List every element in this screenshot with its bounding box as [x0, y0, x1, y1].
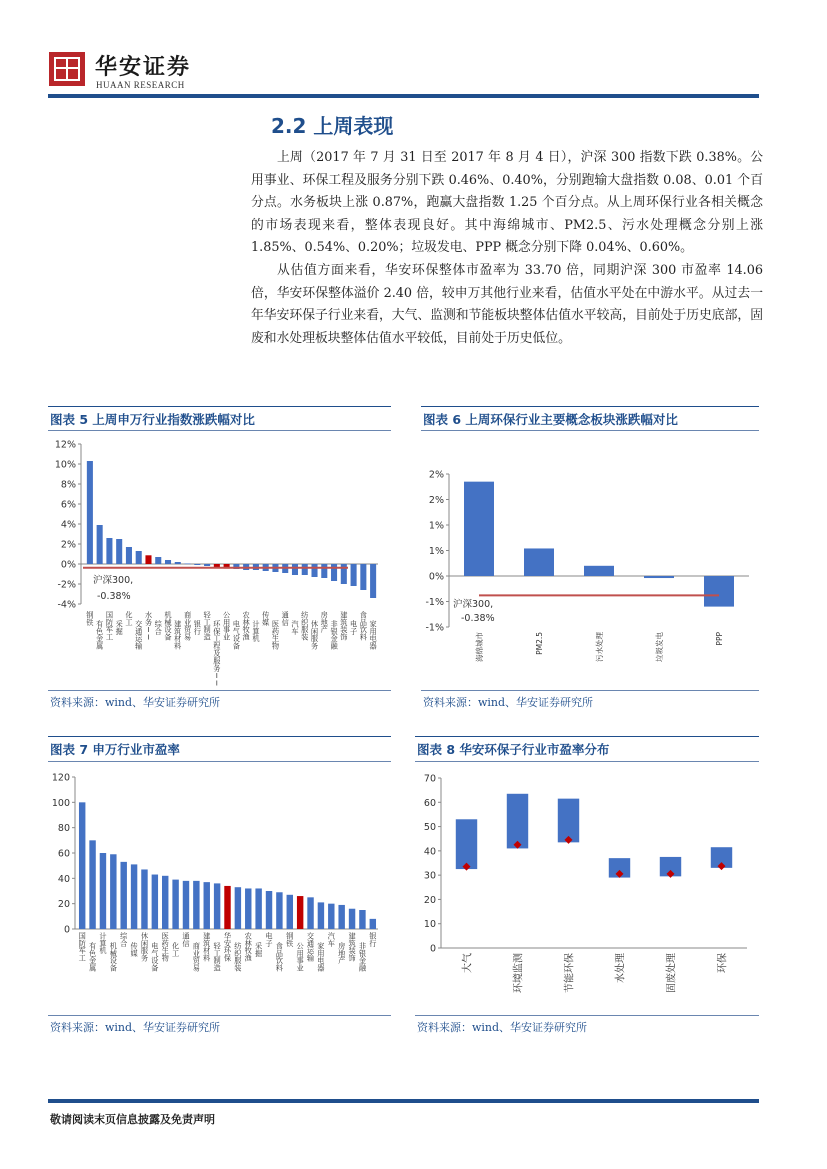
x-tick-label: 钢铁 — [86, 610, 94, 627]
x-tick-label: 房地产 — [320, 610, 328, 635]
x-tick-label: 非银金融 — [358, 941, 367, 973]
x-tick-label: 医药生物 — [271, 619, 280, 651]
range-bar — [558, 799, 579, 843]
y-tick-label: 20 — [423, 894, 436, 906]
y-tick-label: 2% — [60, 539, 76, 551]
y-tick-label: 80 — [57, 823, 70, 835]
y-tick-label: -4% — [57, 599, 76, 611]
x-tick-label: 大气 — [462, 953, 474, 973]
x-tick-label: 垃圾发电 — [655, 632, 664, 662]
benchmark-label: 沪深300, — [453, 599, 494, 610]
x-tick-label: 化工 — [125, 610, 133, 627]
x-tick-label: 农林牧渔 — [244, 931, 252, 963]
bar — [224, 886, 230, 929]
bar — [370, 919, 376, 929]
bar — [287, 895, 293, 929]
x-tick-label: 电子 — [265, 931, 273, 948]
x-tick-label: 固废处理 — [666, 953, 678, 993]
x-tick-label: 电气设备 — [232, 619, 240, 651]
benchmark-value: -0.38% — [97, 591, 131, 602]
bar — [194, 564, 200, 565]
bar — [318, 902, 324, 929]
x-tick-label: 国防军工 — [78, 931, 86, 963]
y-tick-label: 8% — [60, 479, 76, 491]
y-tick-label: 50 — [423, 822, 436, 834]
x-tick-label: 建筑材料 — [203, 931, 211, 963]
figure-5-source: 资料来源：wind、华安证券研究所 — [50, 696, 221, 709]
bar — [136, 551, 142, 564]
y-tick-label: 0 — [63, 924, 70, 936]
x-tick-label: PPP — [715, 632, 724, 646]
y-tick-label: 1% — [428, 520, 444, 532]
x-tick-label: PM2.5 — [535, 632, 544, 655]
x-tick-label: 采掘 — [115, 619, 123, 636]
y-tick-label: 100 — [51, 797, 70, 809]
bar — [141, 869, 147, 929]
bar — [120, 862, 126, 929]
x-tick-label: 通信 — [182, 931, 190, 948]
bar — [360, 564, 366, 590]
x-tick-label: 农林牧渔 — [242, 610, 250, 642]
bar — [297, 896, 303, 929]
bar — [97, 525, 103, 564]
footer-disclaimer: 敬请阅读末页信息披露及免责声明 — [50, 1113, 215, 1126]
x-tick-label: 环境监测 — [513, 953, 525, 993]
bar — [131, 864, 137, 929]
bar — [175, 562, 181, 564]
bar — [214, 883, 220, 929]
x-tick-label: 综合 — [154, 619, 162, 636]
y-tick-label: 70 — [423, 773, 436, 785]
x-tick-label: 休闲服务 — [140, 931, 149, 963]
figure-title-rule — [421, 430, 759, 431]
bar — [185, 564, 191, 565]
bar — [276, 892, 282, 929]
bar — [338, 905, 344, 929]
figure-source-rule — [48, 1015, 391, 1016]
bar — [235, 887, 241, 929]
bar — [193, 881, 199, 929]
figure-5-chart — [48, 432, 393, 687]
x-tick-label: 机械设备 — [164, 610, 172, 642]
x-tick-label: 传媒 — [130, 941, 138, 958]
x-tick-label: 轻工制造 — [213, 941, 221, 973]
x-tick-label: 水处理 — [615, 953, 627, 983]
x-tick-label: 家用电器 — [317, 941, 325, 973]
x-tick-label: 计算机 — [99, 931, 107, 956]
y-tick-label: 1% — [428, 546, 444, 557]
figure-8-source: 资料来源：wind、华安证券研究所 — [417, 1021, 588, 1034]
x-tick-label: 有色金属 — [88, 941, 97, 973]
x-tick-label: 通信 — [281, 610, 289, 627]
y-tick-label: 120 — [51, 772, 70, 784]
bar — [116, 539, 122, 564]
x-tick-label: 电子 — [349, 619, 358, 636]
x-tick-label: 污水处理 — [595, 632, 604, 662]
bar — [307, 897, 313, 929]
bar — [245, 888, 251, 929]
x-tick-label: 商业贸易 — [192, 941, 200, 973]
figure-5-title: 图表 5 上周申万行业指数涨跌幅对比 — [50, 412, 255, 427]
range-bar — [456, 819, 477, 869]
x-tick-label: 医药生物 — [161, 931, 169, 963]
y-tick-label: 4% — [60, 519, 76, 531]
footer-divider — [48, 1099, 759, 1103]
bar — [204, 882, 210, 929]
figure-6-source: 资料来源：wind、华安证券研究所 — [423, 696, 594, 709]
bar — [464, 482, 494, 576]
x-tick-label: 水务 I I — [144, 610, 153, 642]
benchmark-label: 沪深300, — [93, 575, 134, 586]
y-tick-label: -1% — [425, 597, 444, 608]
x-tick-label: 建筑装饰 — [348, 931, 356, 963]
figure-title-rule — [415, 736, 759, 737]
y-tick-label: -2% — [57, 579, 76, 591]
x-tick-label: 综合 — [120, 931, 128, 948]
bar — [359, 910, 365, 929]
bar — [328, 904, 334, 929]
y-tick-label: 0 — [429, 943, 436, 955]
bar — [266, 891, 272, 929]
x-tick-label: 采掘 — [255, 941, 263, 958]
benchmark-value: -0.38% — [461, 613, 495, 624]
bar — [165, 560, 171, 564]
header-divider — [48, 94, 759, 98]
figure-title-rule — [48, 761, 391, 762]
x-tick-label: 休闲服务 — [310, 619, 319, 651]
y-tick-label: 6% — [60, 499, 76, 511]
x-tick-label: 食品饮料 — [359, 610, 367, 642]
figure-8-chart — [415, 763, 761, 1011]
y-tick-label: 30 — [423, 870, 436, 882]
bar — [145, 555, 151, 564]
x-tick-label: 建筑装饰 — [340, 610, 348, 642]
x-tick-label: 华安环保 — [223, 931, 232, 963]
x-tick-label: 电气设备 — [151, 941, 159, 973]
y-tick-label: 60 — [423, 797, 436, 809]
x-tick-label: 环保 — [717, 953, 729, 973]
brand-name-en: HUAAN RESEARCH — [96, 80, 185, 90]
x-tick-label: 纺织服装 — [234, 941, 242, 973]
body-text — [251, 147, 763, 350]
x-tick-label: 国防军工 — [105, 610, 114, 642]
bar — [255, 888, 261, 929]
y-tick-label: 10 — [423, 919, 436, 931]
bar — [204, 564, 210, 566]
x-tick-label: 有色金属 — [96, 619, 104, 651]
bar — [172, 880, 178, 929]
x-tick-label: 节能环保 — [564, 953, 576, 993]
x-tick-label: 非银金融 — [330, 619, 338, 651]
bar — [152, 875, 158, 929]
bar — [349, 909, 355, 929]
bar — [370, 564, 376, 598]
y-tick-label: 40 — [57, 873, 70, 885]
x-tick-label: 机械设备 — [109, 941, 117, 973]
figure-source-rule — [421, 690, 759, 691]
figure-title-rule — [415, 761, 759, 762]
figure-7-chart — [48, 763, 393, 1011]
x-tick-label: 海绵城市 — [475, 632, 484, 662]
x-tick-label: 纺织服装 — [301, 610, 309, 642]
y-tick-label: 0% — [428, 571, 444, 583]
bar — [126, 547, 132, 564]
x-tick-label: 汽车 — [291, 619, 299, 636]
x-tick-label: 化工 — [172, 941, 180, 958]
bar — [311, 564, 317, 577]
bar — [351, 564, 357, 586]
figure-title-rule — [421, 406, 759, 407]
brand-name-cn: 华安证券 — [95, 54, 192, 80]
figure-7-source: 资料来源：wind、华安证券研究所 — [50, 1021, 221, 1034]
bar — [331, 564, 337, 581]
x-tick-label: 环保工程及服务 I I — [213, 619, 221, 687]
x-tick-label: 汽车 — [327, 931, 335, 948]
x-tick-label: 交通运输 — [135, 619, 143, 651]
y-tick-label: 12% — [54, 439, 76, 451]
figure-title-rule — [48, 430, 391, 431]
figure-source-rule — [48, 690, 391, 691]
y-tick-label: 20 — [57, 899, 70, 911]
x-tick-label: 建筑材料 — [174, 619, 182, 651]
y-tick-label: 60 — [57, 848, 70, 860]
x-tick-label: 传媒 — [262, 610, 270, 627]
section-title: 2.2 上周表现 — [271, 114, 394, 138]
bar — [79, 802, 85, 929]
x-tick-label: 公用事业 — [223, 610, 231, 642]
bar — [106, 538, 112, 564]
x-tick-label: 食品饮料 — [275, 941, 283, 973]
x-tick-label: 计算机 — [252, 619, 260, 644]
y-tick-label: 10% — [54, 459, 76, 471]
y-tick-label: 2% — [428, 495, 444, 506]
y-tick-label: 40 — [423, 846, 436, 858]
bar — [524, 548, 554, 576]
figure-7-title: 图表 7 申万行业市盈率 — [50, 742, 180, 757]
x-tick-label: 钢铁 — [286, 931, 294, 948]
figure-6-chart — [421, 432, 761, 687]
bar — [155, 557, 161, 564]
bar — [183, 881, 189, 929]
x-tick-label: 银行 — [369, 931, 377, 948]
figure-title-rule — [48, 406, 391, 407]
x-tick-label: 商业贸易 — [183, 610, 192, 642]
figure-source-rule — [415, 1015, 759, 1016]
x-tick-label: 房地产 — [338, 941, 346, 966]
figure-6-title: 图表 6 上周环保行业主要概念板块涨跌幅对比 — [423, 412, 678, 427]
x-tick-label: 家用电器 — [369, 619, 377, 651]
bar — [162, 876, 168, 929]
figure-8-title: 图表 8 华安环保子行业市盈率分布 — [417, 742, 610, 757]
x-tick-label: 轻工制造 — [203, 610, 211, 642]
bar — [89, 840, 95, 929]
bar — [302, 564, 308, 575]
bar — [100, 853, 106, 929]
range-bar — [507, 794, 528, 849]
paragraph: 上周（2017 年 7 月 31 日至 2017 年 8 月 4 日），沪深 300 指数下跌 0.38%。公用事业、环保工程及服务分别下跌 0.46%、0.40%，分别跑输大盘指数 0.08、0.01 个百分点。水务板块上涨 0.87%，跑赢大盘指数 1.25 个百分点。从上周环保行业各相关概念的市场表现来看，整体表现良好。其中海绵城市、PM2.5、污水处理概念分别上涨 1.85%、0.54%、0.20%；垃圾发电、PPP 概念分别下降 0.04%、0.60%。 — [251, 150, 763, 256]
figure-title-rule — [48, 736, 391, 737]
bar — [110, 854, 116, 929]
bar — [87, 461, 93, 564]
x-tick-label: 公用事业 — [296, 941, 304, 973]
bar — [292, 564, 298, 575]
y-tick-label: 0% — [60, 559, 76, 571]
bar — [321, 564, 327, 578]
x-tick-label: 银行 — [193, 619, 201, 636]
bar — [644, 576, 674, 578]
logo — [49, 52, 85, 86]
paragraph: 从估值方面来看，华安环保整体市盈率为 33.70 倍，同期沪深 300 市盈率 14.06 倍，华安环保整体溢价 2.40 倍，较申万其他行业来看，估值水平处在中游水平。从过去一年华安环保子行业来看，大气、监测和节能板块整体估值水平较高，目前处于历史底部，固废和水处理板块整体估值水平较低，目前处于历史低位。 — [251, 262, 763, 346]
bar — [704, 576, 734, 607]
bar — [584, 566, 614, 576]
x-tick-label: 交通运输 — [306, 931, 315, 963]
y-tick-label: -1% — [425, 622, 444, 634]
y-tick-label: 2% — [428, 469, 444, 481]
